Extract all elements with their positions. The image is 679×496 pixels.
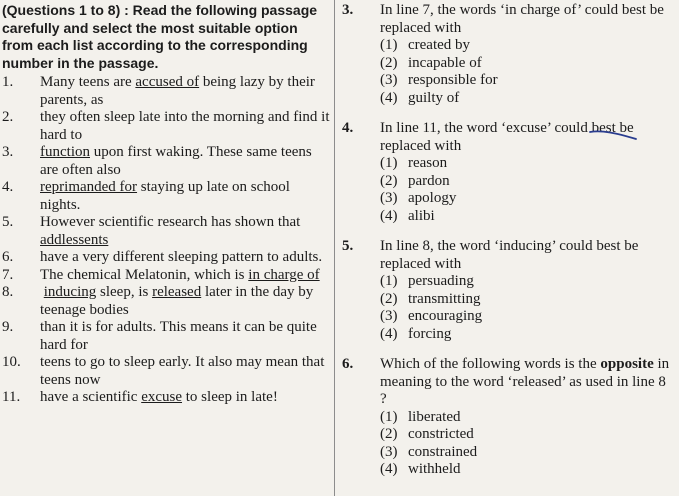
line-text: Many teens are accused of being lazy by their parents, as [40, 74, 315, 108]
question-6 [342, 356, 676, 479]
line-number: 8. [2, 284, 14, 300]
line-number: 5. [2, 214, 14, 230]
question-number: 5. [342, 238, 354, 254]
passage-line-5 [2, 214, 330, 249]
line-number: 2. [2, 109, 14, 125]
passage-line-7 [2, 267, 330, 285]
option[interactable]: (3) encouraging [380, 308, 483, 324]
option[interactable]: (1) liberated [380, 408, 461, 425]
option[interactable]: (2) constricted [380, 426, 474, 442]
option[interactable]: (2) pardon [380, 172, 450, 189]
line-number: 9. [2, 319, 14, 335]
option[interactable]: (1) created by [380, 37, 471, 53]
line-text: reprimanded for staying up late on school nights. [40, 179, 290, 213]
line-number: 6. [2, 249, 14, 265]
line-text: than it is for adults. This means it can be quite hard for [40, 319, 317, 353]
line-number: 4. [2, 179, 14, 195]
option[interactable]: (3) apology [380, 190, 457, 206]
passage-line-6 [2, 249, 330, 267]
passage-line-9 [2, 319, 330, 354]
line-text: However scientific research has shown that addlessents [40, 214, 301, 248]
option[interactable]: (2) incapable of [380, 54, 482, 71]
passage-line-8 [2, 284, 330, 319]
question-stem: In line 11, the word ‘excuse’ could best be replaced with [380, 120, 634, 154]
passage-line-4 [2, 179, 330, 214]
option[interactable]: (4) forcing [380, 325, 452, 342]
line-text: function upon first waking. These same teens are often also [40, 144, 312, 178]
question-number: 3. [342, 2, 354, 18]
option-list [380, 273, 676, 343]
passage-line-10 [2, 354, 330, 389]
option[interactable]: (3) constrained [380, 443, 478, 460]
passage-line-1 [2, 74, 330, 109]
line-text: they often sleep late into the morning and find it hard to [40, 109, 330, 143]
line-text: have a very different sleeping pattern to adults. [40, 249, 323, 265]
question-number: 4. [342, 120, 354, 136]
option-list [380, 37, 676, 107]
option[interactable]: (1) reason [380, 155, 448, 171]
line-text: The chemical Melatonin, which is in charge of [40, 266, 320, 283]
option[interactable]: (4) alibi [380, 207, 435, 224]
question-stem: In line 7, the words ‘in charge of’ could best be replaced with [380, 2, 664, 36]
line-text: inducing sleep, is released later in the day by teenage bodies [40, 284, 314, 318]
pen-stroke-mark [588, 128, 638, 142]
line-text: have a scientific excuse to sleep in late! [40, 389, 278, 405]
passage-instructions: (Questions 1 to 8) : Read the following passage carefully and select the most suitable option from each list according to the corresponding number in the passage. [2, 2, 318, 71]
line-text: teens to go to sleep early. It also may mean that teens now [40, 354, 325, 388]
question-stem: Which of the following words is the opposite in meaning to the word ‘released’ as used in line 8 ? [380, 356, 670, 407]
passage-line-11 [2, 389, 330, 407]
line-number: 10. [2, 354, 21, 370]
passage-column [2, 2, 330, 407]
line-number: 3. [2, 144, 14, 160]
line-number: 1. [2, 74, 14, 90]
question-number: 6. [342, 356, 354, 372]
passage-line-2 [2, 109, 330, 144]
column-divider [334, 0, 335, 496]
option[interactable]: (3) responsible for [380, 72, 498, 88]
option[interactable]: (4) withheld [380, 461, 461, 477]
question-3 [342, 2, 676, 107]
option-list [380, 155, 676, 225]
passage-line-3 [2, 144, 330, 179]
option-list [380, 409, 676, 479]
questions-column [342, 2, 676, 479]
line-number: 11. [2, 389, 21, 405]
question-stem: In line 8, the word ‘inducing’ could best be replaced with [380, 238, 639, 272]
option[interactable]: (2) transmitting [380, 290, 481, 307]
option[interactable]: (4) guilty of [380, 89, 460, 106]
question-5 [342, 238, 676, 343]
line-number: 7. [2, 266, 14, 283]
option[interactable]: (1) persuading [380, 273, 474, 289]
